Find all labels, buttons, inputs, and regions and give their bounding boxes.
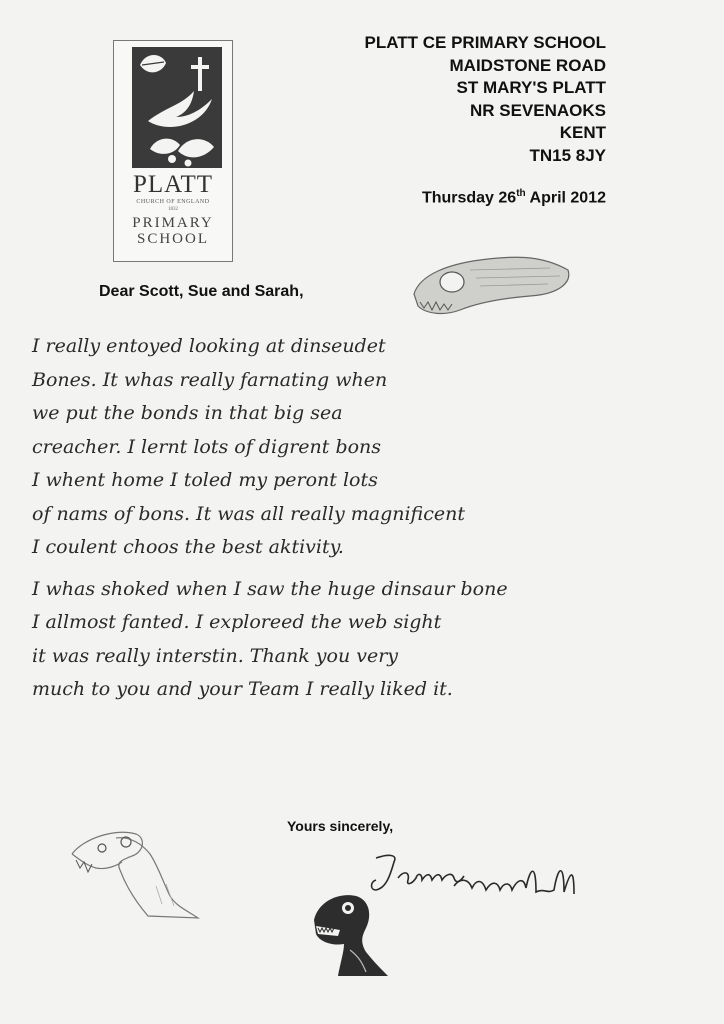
letter-line: I allmost fanted. I exploreed the web sight <box>32 611 442 633</box>
letter-line: of nams of bons. It was all really magnificent <box>32 502 465 525</box>
handwritten-letter-body <box>32 330 702 707</box>
address-line: PLATT CE PRIMARY SCHOOL <box>364 33 606 52</box>
letter-line: we put the bonds in that big sea <box>32 402 343 424</box>
date-suffix: th <box>516 188 526 199</box>
address-line: KENT <box>559 123 606 142</box>
dinosaur-sketch-icon <box>66 826 201 922</box>
dinosaur-picture-icon <box>310 890 392 978</box>
logo-name: PLATT <box>133 171 213 198</box>
logo-school: SCHOOL <box>136 231 209 247</box>
letter-line: creacher. I lernt lots of digrent bons <box>32 435 382 458</box>
letter-line: it was really interstin. Thank you very <box>32 644 399 667</box>
dinosaur-skull-drawing-icon <box>410 250 575 322</box>
school-crest-icon <box>132 47 222 168</box>
date-prefix: Thursday 26 <box>421 189 517 207</box>
closing: Yours sincerely, <box>287 818 394 834</box>
logo-subline: CHURCH OF ENGLAND <box>136 199 210 205</box>
address-line: MAIDSTONE ROAD <box>449 55 606 75</box>
letter-date <box>422 188 606 207</box>
letter-line: I whent home I toled my peront lots <box>32 469 378 491</box>
school-address <box>365 32 606 167</box>
letter-line: Bones. It whas really farnating when <box>32 368 388 391</box>
letter-line: I really entoyed looking at dinseudet <box>32 335 386 357</box>
letter-line: I whas shoked when I saw the huge dinsaur bone <box>32 577 508 600</box>
address-line: TN15 8JY <box>529 145 606 165</box>
greeting: Dear Scott, Sue and Sarah, <box>99 283 304 300</box>
letter-line: much to you and your Team I really liked it. <box>32 678 453 700</box>
address-line: NR SEVENAOKS <box>469 100 606 120</box>
logo-primary: PRIMARY <box>132 215 214 231</box>
address-line: ST MARY'S PLATT <box>456 78 606 97</box>
logo-year: 1832 <box>168 207 178 212</box>
letter-line: I coulent choos the best aktivity. <box>32 536 344 558</box>
signature-icon <box>368 848 583 923</box>
date-rest: April 2012 <box>525 189 606 207</box>
